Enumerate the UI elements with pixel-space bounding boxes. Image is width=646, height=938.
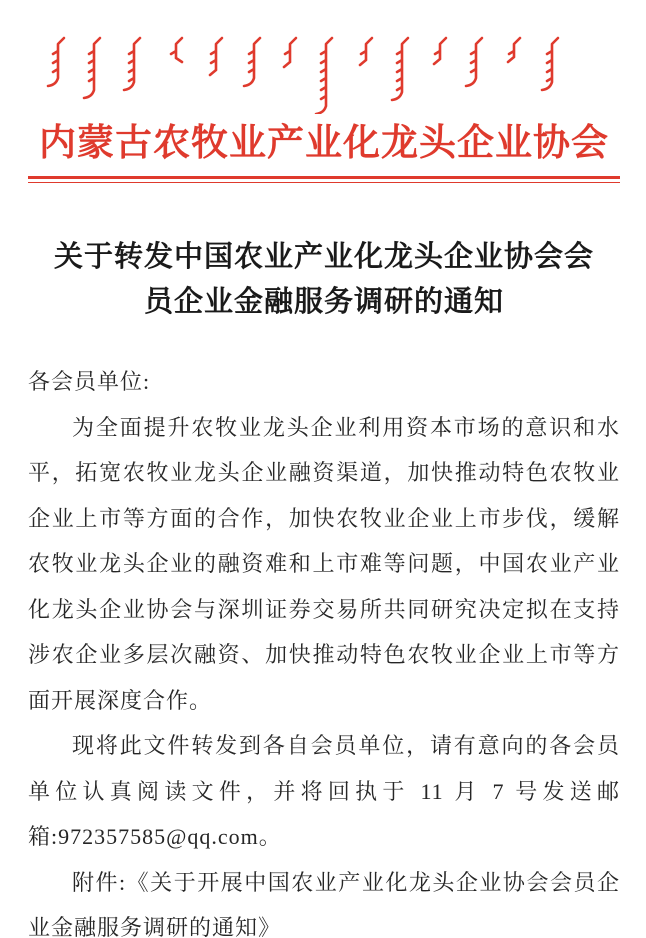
mongolian-script-text bbox=[44, 34, 604, 114]
salutation: 各会员单位: bbox=[28, 369, 151, 394]
document-title bbox=[28, 235, 620, 325]
letterhead bbox=[28, 34, 620, 183]
divider-thick-line bbox=[28, 176, 620, 179]
divider-thin-line bbox=[28, 182, 620, 183]
paragraph-forwarding-reply: 现将此文件转发到各自会员单位，请有意向的各会员单位认真阅读文件，并将回执于 11 月 7 号发送邮箱:972357585@qq.com。 bbox=[28, 733, 620, 849]
document-body bbox=[28, 359, 620, 938]
document-title-line-1: 关于转发中国农业产业化龙头企业协会会 bbox=[53, 241, 594, 273]
paragraph-attachment: 附件:《关于开展中国农业产业化龙头企业协会会员企业金融服务调研的通知》 bbox=[28, 869, 620, 938]
document-title-line-2: 员企业金融服务调研的通知 bbox=[143, 286, 504, 318]
letterhead-divider bbox=[28, 176, 620, 183]
paragraph-cooperation: 为全面提升农牧业龙头企业利用资本市场的意识和水平，拓宽农牧业龙头企业融资渠道，加快推动特色农牧业企业上市等方面的合作，加快农牧业企业上市步伐，缓解农牧业龙头企业的融资难和上市难等问题，中国农业产业化龙头企业协会与深圳证券交易所共同研究决定拟在支持涉农企业多层次融资、加快推动特色农牧业企业上市等方面开展深度合作。 bbox=[28, 414, 620, 713]
organization-name: 内蒙古农牧业产业化龙头企业协会 bbox=[39, 123, 609, 164]
